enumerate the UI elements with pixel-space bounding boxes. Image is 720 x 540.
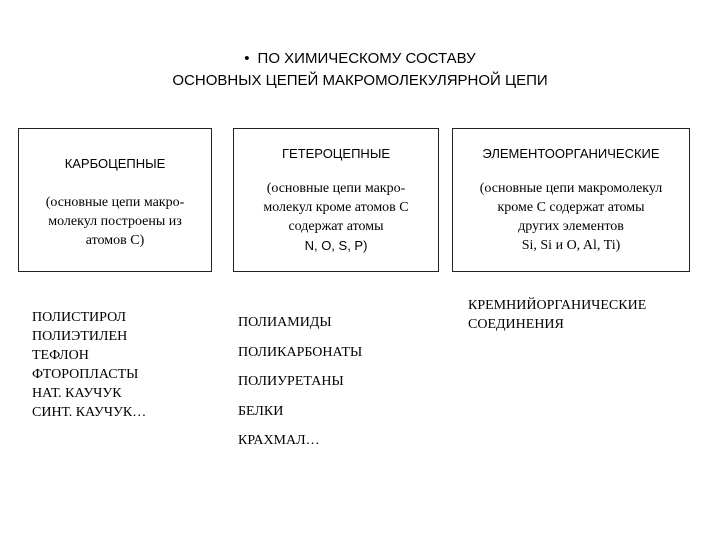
examples-list-carbochain <box>32 308 146 422</box>
list-item: ПОЛИАМИДЫ <box>238 315 332 330</box>
list-item: ТЕФЛОН <box>32 348 89 363</box>
list-item: ПОЛИЭТИЛЕН <box>32 329 128 344</box>
list-item: НАТ. КАУЧУК <box>32 386 122 401</box>
list-item: КРЕМНИЙОРГАНИЧЕСКИЕ <box>468 298 647 313</box>
examples-list-elementorganic <box>468 296 646 334</box>
title-line-2: ОСНОВНЫХ ЦЕПЕЙ МАКРОМОЛЕКУЛЯРНОЙ ЦЕПИ <box>172 72 548 89</box>
desc-line: (основные цепи макро- <box>45 195 185 210</box>
bullet-icon: • <box>244 50 250 67</box>
desc-line: других элементов <box>518 219 624 234</box>
category-box-elementorganic <box>452 128 690 272</box>
category-description <box>234 179 438 255</box>
list-item: ПОЛИУРЕТАНЫ <box>238 374 344 389</box>
category-box-carbochain <box>18 128 212 272</box>
list-item: ПОЛИСТИРОЛ <box>32 310 126 325</box>
category-box-heterochain <box>233 128 439 272</box>
list-item: ПОЛИКАРБОНАТЫ <box>238 344 363 360</box>
list-item: КРАХМАЛ… <box>238 433 320 448</box>
category-description <box>453 179 689 255</box>
title-line-1: • ПО ХИМИЧЕСКОМУ СОСТАВУ <box>244 50 476 67</box>
desc-line: (основные цепи макромолекул <box>479 181 663 196</box>
desc-line: молекул построены из <box>48 214 182 229</box>
category-heading: КАРБОЦЕПНЫЕ <box>64 156 166 171</box>
desc-line: содержат атомы <box>288 219 384 234</box>
category-heading: ЭЛЕМЕНТООРГАНИЧЕСКИЕ <box>482 146 660 161</box>
category-description <box>19 193 211 250</box>
list-item: ФТОРОПЛАСТЫ <box>32 367 139 382</box>
slide-title <box>0 48 720 92</box>
desc-line: Si, Si и O, Al, Ti) <box>521 238 621 253</box>
category-heading: ГЕТЕРОЦЕПНЫЕ <box>281 146 391 161</box>
desc-line: (основные цепи макро- <box>266 181 406 196</box>
desc-line: молекул кроме атомов С <box>263 200 409 215</box>
desc-line: атомов С) <box>85 233 145 248</box>
list-item: СОЕДИНЕНИЯ <box>468 317 564 332</box>
list-item: БЕЛКИ <box>238 403 284 419</box>
examples-list-heterochain <box>238 308 362 456</box>
desc-line: кроме С содержат атомы <box>497 200 645 215</box>
desc-line: N, O, S, P) <box>304 238 368 253</box>
list-item: СИНТ. КАУЧУК… <box>32 405 147 420</box>
